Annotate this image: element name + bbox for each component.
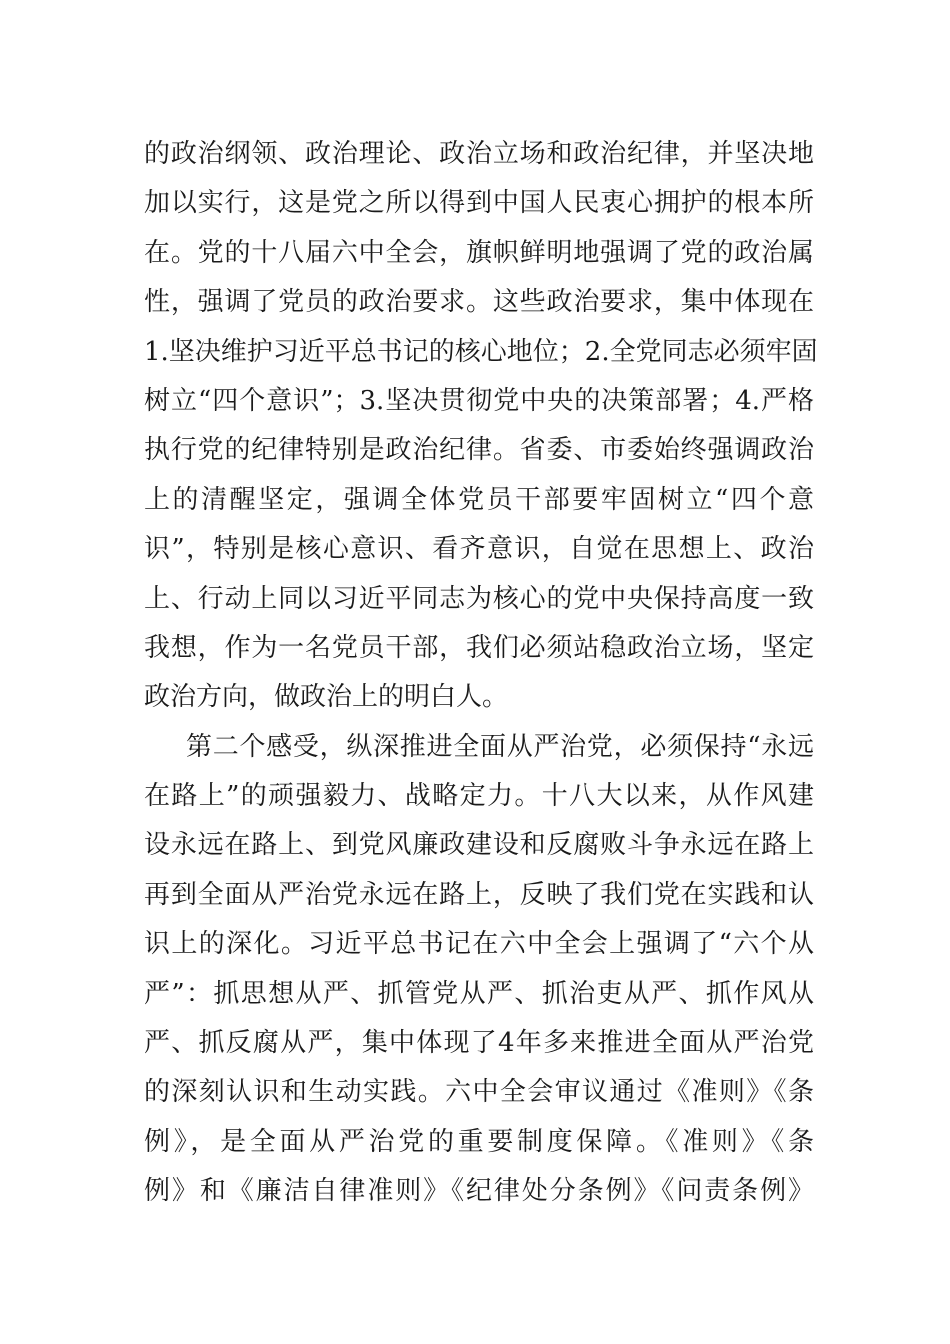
text-line: 例》和《廉洁自律准则》《纪律处分条例》《问责条例》 xyxy=(144,1176,814,1207)
text-line: 树立“四个意识”；3.坚决贯彻党中央的决策部署；4.严格 xyxy=(144,385,814,416)
text-line: 的政治纲领、政治理论、政治立场和政治纪律，并坚决地 xyxy=(144,139,814,169)
text-line: 例》，是全面从严治党的重要制度保障。《准则》《条 xyxy=(144,1126,814,1157)
text-line: 在路上”的顽强毅力、战略定力。十八大以来，从作风建 xyxy=(144,781,814,812)
text-line: 严”：抓思想从严、抓管党从严、抓治吏从严、抓作风从 xyxy=(144,978,814,1009)
text-line: 第二个感受，纵深推进全面从严治党，必须保持“永远 xyxy=(186,731,814,762)
text-line: 我想，作为一名党员干部，我们必须站稳政治立场，坚定 xyxy=(144,632,814,663)
text-line: 严、抓反腐从严，集中体现了4年多来推进全面从严治党 xyxy=(144,1028,814,1059)
text-line: 性，强调了党员的政治要求。这些政治要求，集中体现在 xyxy=(144,287,814,318)
text-line: 的深刻认识和生动实践。六中全会审议通过《准则》《条 xyxy=(144,1077,814,1108)
text-line: 识”，特别是核心意识、看齐意识，自觉在思想上、政治 xyxy=(144,534,814,565)
text-line: 上的清醒坚定，强调全体党员干部要牢固树立“四个意 xyxy=(144,484,814,515)
text-line: 在。党的十八届六中全会，旗帜鲜明地强调了党的政治属 xyxy=(144,237,814,268)
text-line: 上、行动上同以习近平同志为核心的党中央保持高度一致 xyxy=(144,583,814,614)
text-line: 加以实行，这是党之所以得到中国人民衷心拥护的根本所 xyxy=(144,188,814,219)
body-text xyxy=(144,130,818,1217)
text-line: 1.坚决维护习近平总书记的核心地位；2.全党同志必须牢固 xyxy=(144,336,818,367)
text-line: 政治方向，做政治上的明白人。 xyxy=(144,682,509,713)
text-line: 再到全面从严治党永远在路上，反映了我们党在实践和认 xyxy=(144,879,814,910)
text-line: 执行党的纪律特别是政治纪律。省委、市委始终强调政治 xyxy=(144,435,814,466)
text-line: 设永远在路上、到党风廉政建设和反腐败斗争永远在路上 xyxy=(144,830,814,861)
text-line: 识上的深化。习近平总书记在六中全会上强调了“六个从 xyxy=(144,929,814,960)
